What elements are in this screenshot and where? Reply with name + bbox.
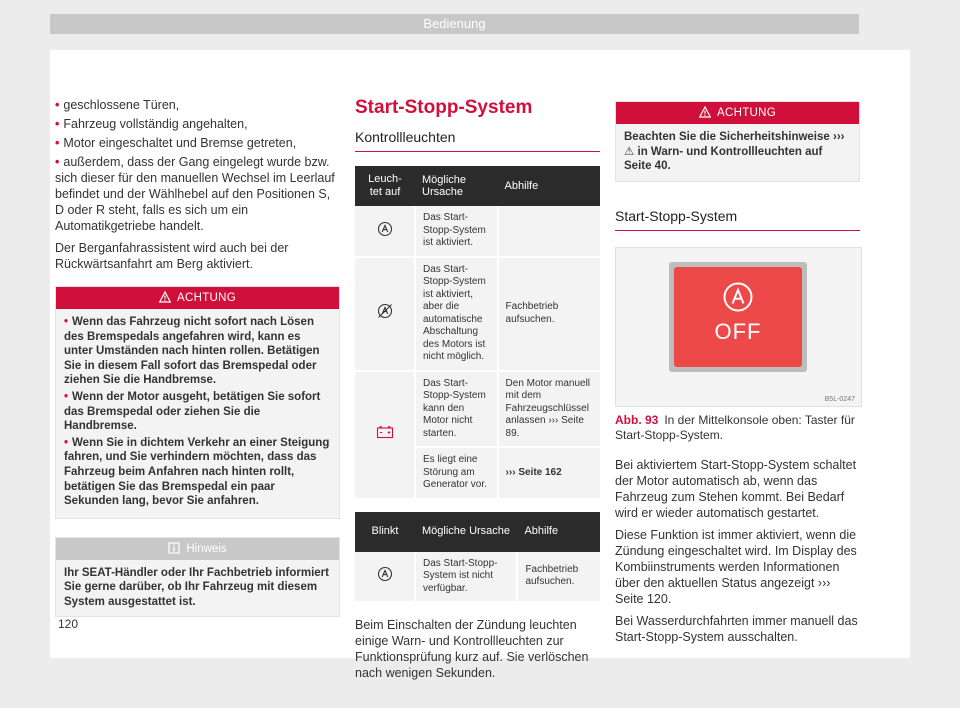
table-icon-cell: [355, 552, 415, 603]
section-subtitle: Kontrollleuchten: [355, 129, 600, 152]
bullet-item: • außerdem, dass der Gang eingelegt wurde bzw. sich dieser für den manuellen Wechsel im Leerlauf befindet und der Wählhebel auf den Positionen S, D oder R steht, falls es sich um ein Automatikgetriebe handelt.: [55, 155, 335, 233]
paragraph: Diese Funktion ist immer aktiviert, wenn die Zündung eingeschaltet wird. Im Display des Kombiinstruments werden Informationen über den aktuellen Status angezeigt ››› Seite 120.: [615, 527, 857, 606]
table-cell: [498, 206, 600, 257]
warning-item: • Wenn Sie in dichtem Verkehr an einer Steigung fahren, und Sie verhindern möchten, dass das Fahrzeug beim Anfahren nach hinten rollt, betätigen Sie das Bremspedal ein paar Sekunden lang, bevor Sie anfahren.: [64, 436, 330, 508]
start-stop-icon: [377, 221, 393, 237]
table-header: Mögliche Ursache: [415, 512, 517, 552]
section-title: Start-Stopp-System: [355, 97, 533, 118]
figure-caption: Abb. 93 In der Mittelkonsole oben: Taster für Start-Stopp-System.: [615, 412, 855, 442]
column-right: [615, 97, 860, 651]
table-row: [355, 552, 600, 603]
table-row: [355, 257, 600, 371]
paragraph: Bei Wasserdurchfahrten immer manuell das Start-Stopp-System ausschalten.: [615, 613, 858, 644]
button-label: OFF: [714, 318, 762, 344]
button-frame: [669, 262, 807, 372]
warning-box: [55, 286, 340, 519]
warning-triangle-icon: [159, 291, 171, 303]
paragraph: Der Berganfahrassistent wird auch bei der Rückwärtsanfahrt am Berg aktiviert.: [55, 241, 289, 271]
warning-header: ACHTUNG: [56, 287, 339, 309]
start-stop-off-icon: [377, 303, 393, 319]
table-header: Abhilfe: [498, 166, 600, 206]
table-cell: Das Start-Stopp-System ist aktiviert, aber die automatische Abschaltung des Motors ist nicht möglich.: [415, 257, 498, 371]
hint-body: Ihr SEAT-Händler oder Ihr Fachbetrieb informiert Sie gerne darüber, ob Ihr Fahrzeug mit diesem System ausgestattet ist.: [56, 560, 339, 616]
table-cell: Es liegt eine Störung am Generator vor.: [415, 447, 498, 499]
table-cell: Fachbetrieb aufsuchen.: [498, 257, 600, 371]
table-cell: Den Motor manuell mit dem Fahrzeugschlüssel anlassen ››› Seite 89.: [498, 371, 600, 448]
warning-body: Beachten Sie die Sicherheitshinweise ››› ⚠ in Warn- und Kontrollleuchten auf Seite 40.: [616, 124, 859, 181]
table-header: Abhilfe: [517, 512, 600, 552]
table-cell: Das Start-Stopp-System kann den Motor nicht starten.: [415, 371, 498, 448]
start-stop-icon: [722, 281, 754, 313]
table-cell: Das Start-Stopp-System ist nicht verfügbar.: [415, 552, 517, 603]
bullet-item: • geschlossene Türen,: [55, 98, 180, 112]
warning-item: • Wenn der Motor ausgeht, betätigen Sie sofort das Bremspedal oder ziehen Sie die Handbremse.: [64, 390, 321, 433]
indicator-table-blink: [355, 512, 600, 604]
section-title: Start-Stopp-System: [615, 208, 860, 231]
battery-icon: [376, 425, 394, 439]
table-header: Blinkt: [355, 512, 415, 552]
figure-code: B5L-0247: [824, 395, 855, 403]
warning-box: [615, 101, 860, 182]
table-icon-cell: [355, 257, 415, 371]
table-cell-link[interactable]: ››› Seite 162: [498, 447, 600, 499]
warning-triangle-icon: [699, 106, 711, 118]
hint-header: Hinweis: [56, 538, 339, 560]
table-cell: Das Start-Stopp-System ist aktiviert.: [415, 206, 498, 257]
table-icon-cell: [355, 206, 415, 257]
table-header: Leuch- tet auf: [355, 166, 415, 206]
page-number: 120: [58, 617, 79, 631]
start-stop-icon: [377, 566, 393, 582]
warning-header: ACHTUNG: [616, 102, 859, 124]
table-row: [355, 371, 600, 448]
section-header: Bedienung: [50, 14, 859, 34]
bullet-item: • Fahrzeug vollständig angehalten,: [55, 117, 248, 131]
column-left: [55, 97, 340, 617]
paragraph: Bei aktiviertem Start-Stopp-System schaltet der Motor automatisch ab, wenn das Fahrzeug zum Stehen kommt. Bei Bedarf wird er wieder automatisch gestartet.: [615, 457, 857, 520]
info-icon: [168, 542, 180, 554]
warning-item: • Wenn das Fahrzeug nicht sofort nach Lösen des Bremspedals angefahren wird, kann es unter Umständen nach hinten rollen. Betätigen Sie in diesem Fall sofort das Bremspedal oder ziehen Sie die Handbremse.: [64, 316, 320, 387]
start-stop-button: [674, 267, 802, 367]
hint-box: [55, 537, 340, 617]
table-icon-cell: [355, 371, 415, 499]
figure-image: [615, 247, 862, 407]
table-row: [355, 206, 600, 257]
bullet-item: • Motor eingeschaltet und Bremse getreten,: [55, 136, 297, 150]
column-middle: [355, 97, 600, 687]
warning-body: [56, 309, 339, 518]
paragraph: Beim Einschalten der Zündung leuchten einige Warn- und Kontrollleuchten zur Funktionsprüfung kurz auf. Sie verlöschen nach wenigen Sekunden.: [355, 618, 589, 680]
table-header: Mögliche Ursache: [415, 166, 498, 206]
table-cell: Fachbetrieb aufsuchen.: [517, 552, 600, 603]
indicator-table-lit: [355, 166, 600, 500]
